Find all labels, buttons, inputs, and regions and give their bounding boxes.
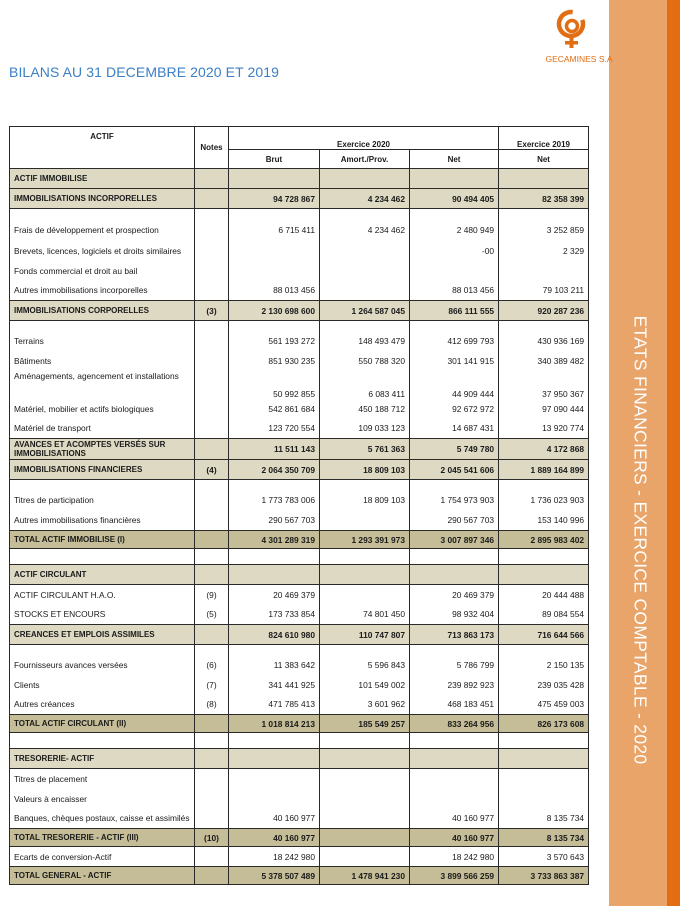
row-brut: 20 469 379 <box>229 585 320 605</box>
row-brut: 94 728 867 <box>229 189 320 209</box>
row-brut <box>229 549 320 565</box>
row-net: 40 160 977 <box>410 809 499 829</box>
row-amort <box>320 847 410 867</box>
row-brut <box>229 645 320 655</box>
row-brut <box>229 480 320 490</box>
row-net: 866 111 555 <box>410 301 499 321</box>
side-band-edge <box>667 0 680 906</box>
row-note: (8) <box>195 695 229 715</box>
row-label: Titres de participation <box>10 490 195 511</box>
row-brut: 88 013 456 <box>229 281 320 301</box>
row-net: 40 160 977 <box>410 829 499 847</box>
row-brut: 50 992 855 <box>229 371 320 399</box>
row-label: Valeurs à encaisser <box>10 789 195 809</box>
row-net-2019: 3 570 643 <box>499 847 589 867</box>
row-brut: 18 242 980 <box>229 847 320 867</box>
row-brut <box>229 733 320 749</box>
row-brut <box>229 789 320 809</box>
row-note <box>195 439 229 460</box>
table-row <box>10 809 589 829</box>
row-label: TOTAL ACTIF IMMOBILISE (I) <box>10 531 195 549</box>
row-net-2019: 3 733 863 387 <box>499 867 589 885</box>
row-net: 301 141 915 <box>410 351 499 371</box>
row-label: Brevets, licences, logiciels et droits similaires <box>10 241 195 261</box>
row-net-2019 <box>499 169 589 189</box>
row-amort: 4 234 462 <box>320 219 410 241</box>
row-label: STOCKS ET ENCOURS <box>10 605 195 625</box>
row-label: Frais de développement et prospection <box>10 219 195 241</box>
row-label: Autres créances <box>10 695 195 715</box>
row-brut: 4 301 289 319 <box>229 531 320 549</box>
row-net-2019: 13 920 774 <box>499 419 589 439</box>
row-note <box>195 645 229 655</box>
table-row <box>10 261 589 281</box>
row-label: IMMOBILISATIONS INCORPORELLES <box>10 189 195 209</box>
table-row <box>10 789 589 809</box>
row-label: Bâtiments <box>10 351 195 371</box>
row-note <box>195 715 229 733</box>
row-net: 5 786 799 <box>410 655 499 675</box>
row-label: Ecarts de conversion-Actif <box>10 847 195 867</box>
row-amort <box>320 809 410 829</box>
row-note: (6) <box>195 655 229 675</box>
row-brut: 2 130 698 600 <box>229 301 320 321</box>
row-amort <box>320 789 410 809</box>
row-brut: 471 785 413 <box>229 695 320 715</box>
row-label <box>10 733 195 749</box>
row-net: 1 754 973 903 <box>410 490 499 511</box>
table-row <box>10 769 589 789</box>
section-row <box>10 439 589 460</box>
row-brut: 40 160 977 <box>229 829 320 847</box>
row-net-2019 <box>499 565 589 585</box>
section-row <box>10 625 589 645</box>
row-net-2019: 8 135 734 <box>499 809 589 829</box>
section-row <box>10 460 589 480</box>
total-row <box>10 829 589 847</box>
row-amort <box>320 769 410 789</box>
row-amort: 1 478 941 230 <box>320 867 410 885</box>
row-net-2019: 475 459 003 <box>499 695 589 715</box>
row-net: 92 672 972 <box>410 399 499 419</box>
row-net-2019: 8 135 734 <box>499 829 589 847</box>
table-row <box>10 331 589 351</box>
row-label <box>10 549 195 565</box>
row-note <box>195 625 229 645</box>
row-net-2019 <box>499 480 589 490</box>
row-net-2019: 20 444 488 <box>499 585 589 605</box>
row-net <box>410 789 499 809</box>
row-note <box>195 351 229 371</box>
total-row <box>10 715 589 733</box>
row-note: (3) <box>195 301 229 321</box>
row-amort <box>320 209 410 219</box>
table-row <box>10 675 589 695</box>
row-net: 290 567 703 <box>410 511 499 531</box>
row-note <box>195 241 229 261</box>
row-label: AVANCES ET ACOMPTES VERSÉS SUR IMMOBILISATIONS <box>10 439 195 460</box>
row-note: (4) <box>195 460 229 480</box>
row-net-2019 <box>499 261 589 281</box>
row-amort <box>320 585 410 605</box>
row-label <box>10 209 195 219</box>
row-amort <box>320 281 410 301</box>
row-net-2019 <box>499 749 589 769</box>
row-net <box>410 209 499 219</box>
row-brut: 341 441 925 <box>229 675 320 695</box>
row-brut <box>229 169 320 189</box>
row-brut <box>229 321 320 331</box>
row-label: ACTIF CIRCULANT H.A.O. <box>10 585 195 605</box>
actif-header: ACTIF <box>10 127 195 169</box>
row-net: 98 932 404 <box>410 605 499 625</box>
row-label: TOTAL TRESORERIE - ACTIF (III) <box>10 829 195 847</box>
row-net: 468 183 451 <box>410 695 499 715</box>
section-row <box>10 749 589 769</box>
table-row <box>10 399 589 419</box>
table-row <box>10 371 589 399</box>
row-amort: 185 549 257 <box>320 715 410 733</box>
row-note <box>195 209 229 219</box>
row-amort: 450 188 712 <box>320 399 410 419</box>
row-brut: 290 567 703 <box>229 511 320 531</box>
row-net: 713 863 173 <box>410 625 499 645</box>
total-row <box>10 867 589 885</box>
row-brut: 40 160 977 <box>229 809 320 829</box>
row-net <box>410 733 499 749</box>
row-label: Autres immobilisations financières <box>10 511 195 531</box>
row-net-2019 <box>499 645 589 655</box>
row-net-2019: 79 103 211 <box>499 281 589 301</box>
row-amort: 101 549 002 <box>320 675 410 695</box>
row-label: TOTAL ACTIF CIRCULANT (II) <box>10 715 195 733</box>
page-title: BILANS AU 31 DECEMBRE 2020 ET 2019 <box>9 64 280 80</box>
row-label: Aménagements, agencement et installations <box>10 371 195 399</box>
row-note <box>195 399 229 419</box>
row-label: Banques, chèques postaux, caisse et assimilés <box>10 809 195 829</box>
row-net-2019: 1 736 023 903 <box>499 490 589 511</box>
row-note <box>195 867 229 885</box>
row-note <box>195 847 229 867</box>
row-note <box>195 733 229 749</box>
gecamines-logo-icon <box>553 6 589 52</box>
total-row <box>10 531 589 549</box>
row-net <box>410 645 499 655</box>
row-note <box>195 321 229 331</box>
row-brut: 1 018 814 213 <box>229 715 320 733</box>
table-row <box>10 241 589 261</box>
row-amort: 3 601 962 <box>320 695 410 715</box>
row-brut <box>229 749 320 769</box>
side-title: ETATS FINANCIERS - EXERCICE COMPTABLE - 2020 <box>630 315 651 765</box>
row-label: CREANCES ET EMPLOIS ASSIMILES <box>10 625 195 645</box>
spacer-row <box>10 549 589 565</box>
row-note: (7) <box>195 675 229 695</box>
row-label: Fournisseurs avances versées <box>10 655 195 675</box>
row-note <box>195 565 229 585</box>
row-amort <box>320 565 410 585</box>
row-net <box>410 480 499 490</box>
row-brut: 123 720 554 <box>229 419 320 439</box>
row-amort <box>320 549 410 565</box>
row-brut: 2 064 350 709 <box>229 460 320 480</box>
row-label: ACTIF CIRCULANT <box>10 565 195 585</box>
row-net-2019: 82 358 399 <box>499 189 589 209</box>
row-label: TRESORERIE- ACTIF <box>10 749 195 769</box>
row-amort <box>320 241 410 261</box>
row-amort: 110 747 807 <box>320 625 410 645</box>
row-net: 5 749 780 <box>410 439 499 460</box>
row-note <box>195 189 229 209</box>
row-net: 239 892 923 <box>410 675 499 695</box>
table-row <box>10 695 589 715</box>
row-net: 20 469 379 <box>410 585 499 605</box>
table-row <box>10 419 589 439</box>
row-net-2019: 3 252 859 <box>499 219 589 241</box>
row-amort <box>320 829 410 847</box>
notes-header: Notes <box>195 127 229 169</box>
row-note <box>195 809 229 829</box>
row-label: Matériel, mobilier et actifs biologiques <box>10 399 195 419</box>
row-net-2019: 2 329 <box>499 241 589 261</box>
row-brut: 824 610 980 <box>229 625 320 645</box>
table-row <box>10 281 589 301</box>
row-note <box>195 480 229 490</box>
row-label: Autres immobilisations incorporelles <box>10 281 195 301</box>
spacer-row <box>10 209 589 219</box>
row-amort: 1 293 391 973 <box>320 531 410 549</box>
exercice-2019-header: Exercice 2019 <box>499 127 589 150</box>
row-net-2019: 920 287 236 <box>499 301 589 321</box>
row-net-2019 <box>499 549 589 565</box>
row-amort: 1 264 587 045 <box>320 301 410 321</box>
row-note <box>195 549 229 565</box>
row-note <box>195 281 229 301</box>
row-brut: 542 861 684 <box>229 399 320 419</box>
row-brut: 5 378 507 489 <box>229 867 320 885</box>
row-brut <box>229 209 320 219</box>
row-net: 3 899 566 259 <box>410 867 499 885</box>
row-amort: 6 083 411 <box>320 371 410 399</box>
row-net-2019: 97 090 444 <box>499 399 589 419</box>
net-2019-header: Net <box>499 150 589 169</box>
row-note: (9) <box>195 585 229 605</box>
row-net-2019: 239 035 428 <box>499 675 589 695</box>
row-label: Terrains <box>10 331 195 351</box>
row-label: TOTAL GENERAL - ACTIF <box>10 867 195 885</box>
row-brut: 6 715 411 <box>229 219 320 241</box>
row-note <box>195 169 229 189</box>
row-net: 3 007 897 346 <box>410 531 499 549</box>
row-amort <box>320 511 410 531</box>
amort-header: Amort./Prov. <box>320 150 410 169</box>
row-net-2019: 1 889 164 899 <box>499 460 589 480</box>
row-brut <box>229 261 320 281</box>
row-label: IMMOBILISATIONS CORPORELLES <box>10 301 195 321</box>
row-amort: 109 033 123 <box>320 419 410 439</box>
row-label: Matériel de transport <box>10 419 195 439</box>
header-row-top <box>10 127 589 150</box>
row-brut <box>229 565 320 585</box>
row-label: Fonds commercial et droit au bail <box>10 261 195 281</box>
row-note <box>195 749 229 769</box>
row-net-2019 <box>499 789 589 809</box>
row-net <box>410 769 499 789</box>
row-net-2019 <box>499 733 589 749</box>
row-net-2019 <box>499 209 589 219</box>
row-amort <box>320 733 410 749</box>
row-net-2019 <box>499 769 589 789</box>
row-net-2019 <box>499 321 589 331</box>
row-note <box>195 531 229 549</box>
table-row <box>10 655 589 675</box>
row-note <box>195 219 229 241</box>
row-net-2019: 2 895 983 402 <box>499 531 589 549</box>
row-net-2019: 89 084 554 <box>499 605 589 625</box>
exercice-2020-header: Exercice 2020 <box>229 127 499 150</box>
row-note <box>195 789 229 809</box>
row-note <box>195 490 229 511</box>
section-row <box>10 169 589 189</box>
row-net: 44 909 444 <box>410 371 499 399</box>
row-note: (10) <box>195 829 229 847</box>
table-row <box>10 219 589 241</box>
row-brut: 11 383 642 <box>229 655 320 675</box>
company-name: GECAMINES S.A <box>545 54 613 64</box>
brut-header: Brut <box>229 150 320 169</box>
row-amort <box>320 169 410 189</box>
row-amort: 5 596 843 <box>320 655 410 675</box>
row-brut <box>229 241 320 261</box>
row-label <box>10 480 195 490</box>
row-brut: 851 930 235 <box>229 351 320 371</box>
spacer-row <box>10 480 589 490</box>
row-note <box>195 261 229 281</box>
row-brut: 11 511 143 <box>229 439 320 460</box>
row-net: 90 494 405 <box>410 189 499 209</box>
row-net-2019: 430 936 169 <box>499 331 589 351</box>
spacer-row <box>10 321 589 331</box>
spacer-row <box>10 645 589 655</box>
spacer-row <box>10 733 589 749</box>
row-amort <box>320 749 410 769</box>
row-label <box>10 645 195 655</box>
row-amort: 18 809 103 <box>320 460 410 480</box>
section-row <box>10 565 589 585</box>
row-net <box>410 565 499 585</box>
row-amort <box>320 321 410 331</box>
row-amort <box>320 645 410 655</box>
row-net-2019: 340 389 482 <box>499 351 589 371</box>
row-net: 88 013 456 <box>410 281 499 301</box>
row-net: 2 480 949 <box>410 219 499 241</box>
row-amort: 550 788 320 <box>320 351 410 371</box>
row-label: Titres de placement <box>10 769 195 789</box>
row-amort: 74 801 450 <box>320 605 410 625</box>
section-row <box>10 301 589 321</box>
balance-sheet-table <box>9 126 589 885</box>
row-brut: 173 733 854 <box>229 605 320 625</box>
row-net-2019: 153 140 996 <box>499 511 589 531</box>
table-row <box>10 585 589 605</box>
table-row <box>10 511 589 531</box>
table-row <box>10 351 589 371</box>
row-net: 833 264 956 <box>410 715 499 733</box>
row-note <box>195 769 229 789</box>
row-note: (5) <box>195 605 229 625</box>
row-net <box>410 169 499 189</box>
row-amort: 4 234 462 <box>320 189 410 209</box>
row-net: 412 699 793 <box>410 331 499 351</box>
table-row <box>10 847 589 867</box>
row-note <box>195 371 229 399</box>
row-net-2019: 2 150 135 <box>499 655 589 675</box>
row-brut: 561 193 272 <box>229 331 320 351</box>
row-note <box>195 419 229 439</box>
table-row <box>10 490 589 511</box>
row-net <box>410 321 499 331</box>
row-label: Clients <box>10 675 195 695</box>
row-net-2019: 37 950 367 <box>499 371 589 399</box>
row-net: 2 045 541 606 <box>410 460 499 480</box>
row-amort: 148 493 479 <box>320 331 410 351</box>
row-amort: 18 809 103 <box>320 490 410 511</box>
row-amort: 5 761 363 <box>320 439 410 460</box>
row-net <box>410 749 499 769</box>
row-label <box>10 321 195 331</box>
row-net-2019: 4 172 868 <box>499 439 589 460</box>
row-brut <box>229 769 320 789</box>
section-row <box>10 189 589 209</box>
table-row <box>10 605 589 625</box>
net-header: Net <box>410 150 499 169</box>
row-net: 14 687 431 <box>410 419 499 439</box>
row-net: 18 242 980 <box>410 847 499 867</box>
row-label: IMMOBILISATIONS FINANCIERES <box>10 460 195 480</box>
row-note <box>195 511 229 531</box>
row-label: ACTIF IMMOBILISE <box>10 169 195 189</box>
row-amort <box>320 480 410 490</box>
row-net <box>410 261 499 281</box>
row-amort <box>320 261 410 281</box>
row-brut: 1 773 783 006 <box>229 490 320 511</box>
row-net-2019: 716 644 566 <box>499 625 589 645</box>
row-net-2019: 826 173 608 <box>499 715 589 733</box>
row-note <box>195 331 229 351</box>
row-net <box>410 549 499 565</box>
row-net: -00 <box>410 241 499 261</box>
